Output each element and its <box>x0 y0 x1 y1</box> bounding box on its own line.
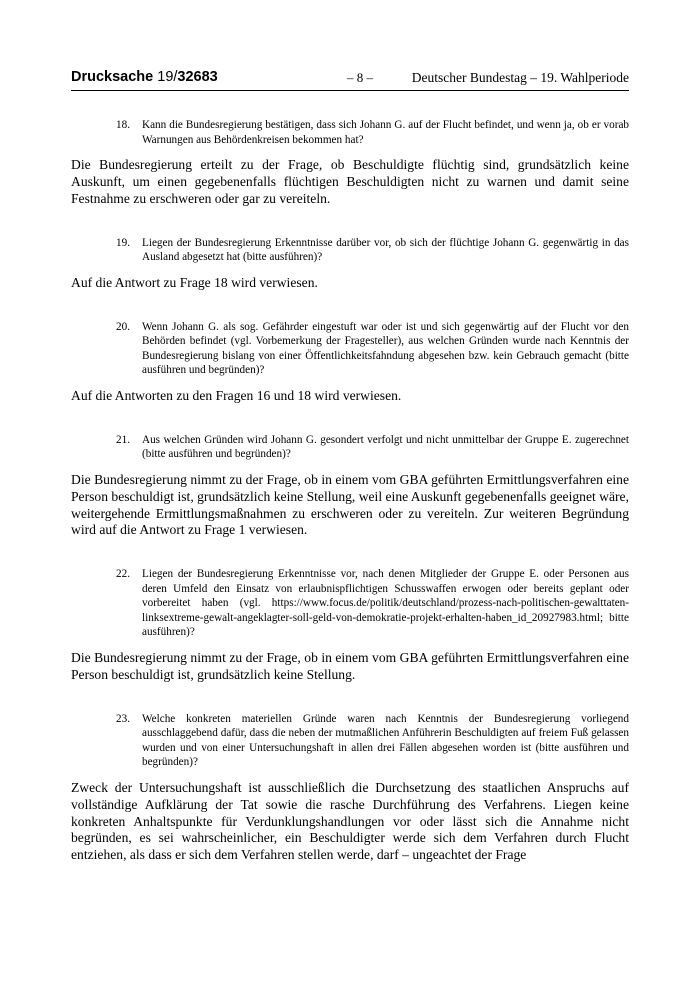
question-text: Wenn Johann G. als sog. Gefährder eingestuft war oder ist und sich gegenwärtig auf der Flucht vor den Behörden befindet (vgl. Vorbemerkung der Fragesteller), aus welchen Gründen wurde nach Kenntnis der Bundesregierung bislang von einer Öffentlichkeitsfahndung abgesehen bzw. kein Gebrauch gemacht (bitte ausführen und begründen)? <box>142 320 629 377</box>
question-number: 22. <box>116 568 130 581</box>
answer-19: Auf die Antwort zu Frage 18 wird verwiesen. <box>71 274 318 290</box>
answer-20: Auf die Antworten zu den Fragen 16 und 18 wird verwiesen. <box>71 387 402 403</box>
doc-number: 32683 <box>177 69 218 85</box>
page-number: – 8 – <box>347 70 373 85</box>
question-text: Liegen der Bundesregierung Erkenntnisse darüber vor, ob sich der flüchtige Johann G. gegenwärtig in das Ausland abgesetzt hat (bitte ausführen)? <box>142 236 629 264</box>
question-21 <box>71 433 629 462</box>
question-text: Liegen der Bundesregierung Erkenntnisse vor, nach denen Mitglieder der Gruppe E. oder Personen aus deren Umfeld den Einsatz von erlaubnispflichtigen Schusswaffen erwogen oder bereits geplant oder vorbereitet haben (vgl. https://www.focus.de/politik/deutschland/prozess-nach-politischen-gewalttaten-linksextreme-gewalt-angeklagter-soll-geld-von-demokratie-projekt-erhalten-haben_id_20927983.html; bitte ausführen)? <box>142 568 629 639</box>
question-number: 18. <box>116 119 130 131</box>
question-text: Aus welchen Gründen wird Johann G. gesondert verfolgt und nicht unmittelbar der Gruppe E. zugerechnet (bitte ausführen und begründen)? <box>142 433 629 461</box>
question-number: 19. <box>116 236 130 249</box>
question-number: 23. <box>116 712 130 725</box>
answer-23: Zweck der Untersuchungshaft ist ausschließlich die Durchsetzung des staatlichen Anspruchs auf vollständige Aufklärung der Tat sowie die rasche Durchführung des Verfahrens. Liegen keine konkreten Anhaltspunkte für Verdunklungshandlungen vor oder lässt sich die Annahme nicht begründen, es sei wahrscheinlicher, ein Beschuldigter werde sich dem Verfahren durch Flucht entziehen, als dass er sich dem Verfahren stellen werde, darf – ungeachtet der Frage <box>71 780 629 863</box>
question-18 <box>71 118 629 147</box>
question-19 <box>71 236 629 265</box>
question-text: Kann die Bundesregierung bestätigen, dass sich Johann G. auf der Flucht befindet, und wenn ja, ob er vorab Warnungen aus Behördenkreisen bekommen hat? <box>142 119 629 146</box>
doc-number-prefix: 19/ <box>157 69 178 85</box>
question-number: 21. <box>116 433 130 446</box>
doc-label: Drucksache <box>71 69 154 85</box>
answer-22: Die Bundesregierung nimmt zu der Frage, ob in einem vom GBA geführten Ermittlungsverfahren eine Person beschuldigt ist, grundsätzlich keine Stellung. <box>71 650 629 682</box>
answer-18: Die Bundesregierung erteilt zu der Frage, ob Beschuldigte flüchtig sind, grundsätzlich keine Auskunft, um einen gegebenenfalls flüchtigen Beschuldigten nicht zu warnen und damit seine Festnahme zu erschweren oder gar zu vereiteln. <box>71 157 629 206</box>
question-20 <box>71 320 629 378</box>
question-22 <box>71 567 629 640</box>
question-23 <box>71 712 629 770</box>
page-body <box>71 118 629 864</box>
question-text: Welche konkreten materiellen Gründe waren nach Kenntnis der Bundesregierung vorliegend ausschlaggebend dafür, dass die neben der mutmaßlichen Anführerin Beschuldigten auf freiem Fuß gelassen wurden und von einer Untersuchungshaft in allen drei Fällen abgesehen worden ist (bitte ausführen und begründen)? <box>142 712 629 769</box>
answer-21: Die Bundesregierung nimmt zu der Frage, ob in einem vom GBA geführten Ermittlungsverfahren eine Person beschuldigt ist, grundsätzlich keine Stellung, weil eine Auskunft gegebenenfalls geeignet wäre, weitergehende Ermittlungsmaßnahmen zu erschweren oder zu vereiteln. Zur weiteren Begründung wird auf die Antwort zu Frage 1 verwiesen. <box>71 471 629 538</box>
page-header <box>71 68 629 91</box>
publisher: Deutscher Bundestag – 19. Wahlperiode <box>411 70 629 85</box>
question-number: 20. <box>116 320 130 333</box>
